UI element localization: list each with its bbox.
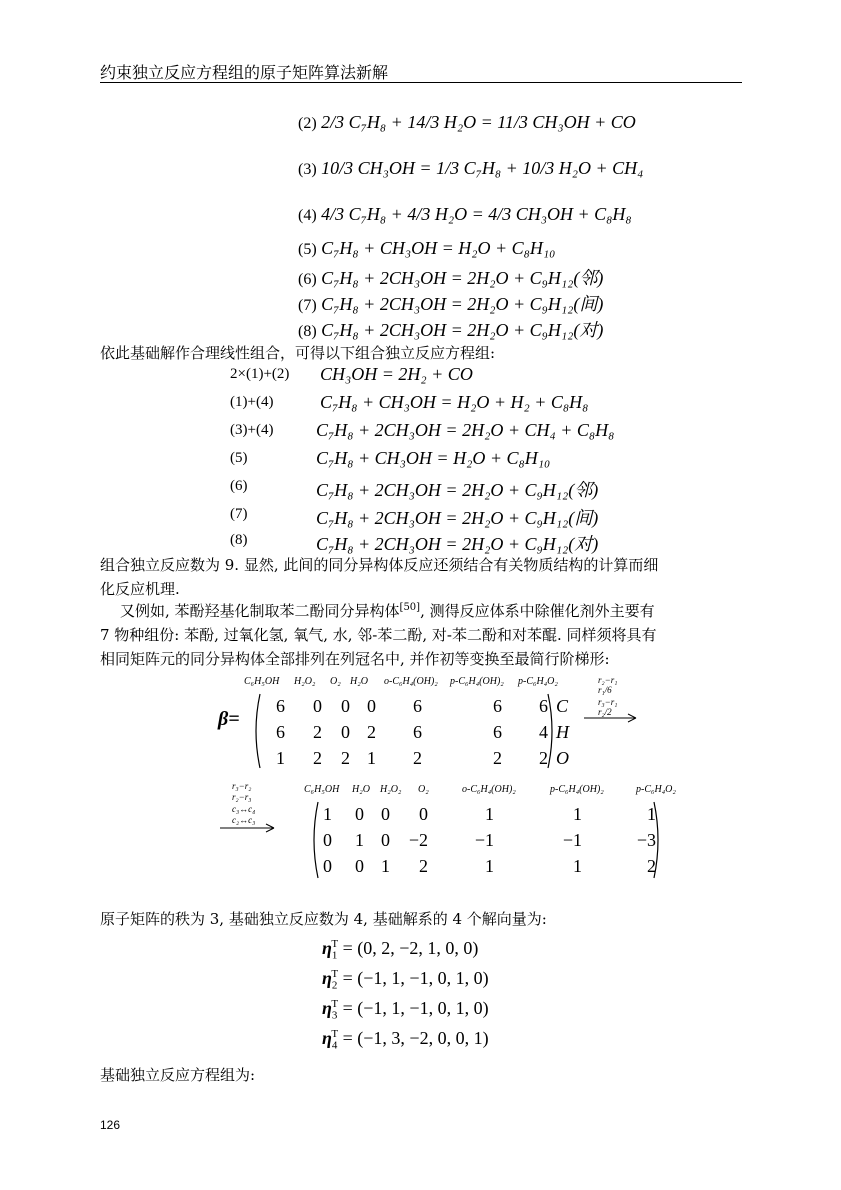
paragraph: 组合独立反应数为 9. 显然, 此间的同分异构体反应还须结合有关物质结构的计算而细 [100, 556, 659, 574]
solution-vector [322, 968, 489, 992]
matrix-cell: 6 [493, 722, 502, 742]
matrix-col-header: H₂O₂ [294, 676, 316, 687]
combo-equation: C₇H₈ + 2CH₃OH = 2H₂O + C₉H₁₂(对) [316, 534, 599, 554]
matrix-col-header: o-C₆H₄(OH)₂ [462, 784, 516, 795]
equation-row [298, 290, 603, 316]
combo-label: 2×(1)+(2) [230, 366, 290, 382]
matrix-col-header: C₆H₅OH [304, 784, 340, 795]
row-op: r₃−r₂ [232, 781, 252, 791]
matrix-cell: 6 [276, 722, 285, 742]
equation-number: (7) [298, 297, 317, 314]
matrix-cell: 6 [493, 696, 502, 716]
vector-transpose: T [331, 1028, 339, 1040]
matrix-cell: 1 [485, 804, 494, 824]
equation-text: 4/3 C₇H₈ + 4/3 H₂O = 4/3 CH₃OH + C₈H₈ [321, 204, 632, 224]
matrix-col-header: C₆H₅OH [244, 676, 280, 687]
transform-arrow [584, 712, 644, 724]
equation-row [298, 238, 555, 259]
matrix-cell: 2 [341, 748, 350, 768]
solution-vector [322, 938, 478, 962]
row-op: r₁/6 [598, 685, 612, 695]
combo-equation: CH₃OH = 2H₂ + CO [320, 364, 473, 384]
matrix-cell: 2 [367, 722, 376, 742]
matrix-cell: 0 [355, 856, 364, 876]
row-op: r₂−r₁ [598, 675, 618, 685]
matrix-col-header: p-C₆H₄O₂ [518, 676, 558, 687]
vector-value: = (−1, 1, −1, 0, 1, 0) [342, 998, 489, 1018]
matrix-cell: −3 [636, 830, 656, 850]
matrix-cell: 1 [485, 856, 494, 876]
vector-transpose: T [331, 938, 339, 950]
combo-label: (7) [230, 506, 248, 522]
matrix-cell: 6 [413, 696, 422, 716]
matrix-row-label: H [556, 722, 569, 742]
matrix-cell: 4 [539, 722, 548, 742]
matrix-cell: 2 [313, 748, 322, 768]
matrix-cell: −2 [408, 830, 428, 850]
row-op: c₂↔c₃ [232, 815, 256, 825]
matrix-cell: 1 [573, 804, 582, 824]
matrix-cell: 6 [539, 696, 548, 716]
matrix-cell: 1 [647, 804, 656, 824]
paragraph: 基础独立反应方程组为: [100, 1066, 256, 1084]
vector-symbol: η [322, 1028, 332, 1048]
equation-number: (6) [298, 271, 317, 288]
row-op: r₃−r₁ [598, 697, 618, 707]
combo-equation: C₇H₈ + 2CH₃OH = 2H₂O + CH₄ + C₈H₈ [316, 420, 615, 440]
paragraph-text: , 测得反应体系中除催化剂外主要有 [420, 602, 655, 620]
row-op: r₂−r₃ [232, 792, 252, 802]
vector-symbol: η [322, 938, 332, 958]
matrix-cell: 0 [367, 696, 376, 716]
equation-number: (2) [298, 115, 317, 132]
vector-index: 2 [331, 979, 338, 992]
equation-text: 2/3 C₇H₈ + 14/3 H₂O = 11/3 CH₃OH + CO [321, 112, 636, 132]
matrix-cell: 0 [341, 696, 350, 716]
matrix-col-header: H₂O₂ [380, 784, 402, 795]
vector-index: 1 [331, 949, 338, 962]
matrix-cell: 2 [493, 748, 502, 768]
matrix-name: β= [218, 708, 240, 730]
equation-text: C₇H₈ + 2CH₃OH = 2H₂O + C₉H₁₂(邻) [321, 268, 604, 288]
vector-transpose: T [331, 968, 339, 980]
row-op: r₂/2 [598, 707, 612, 717]
matrix-cell: 6 [276, 696, 285, 716]
combo-label: (1)+(4) [230, 394, 274, 410]
equation-text: 10/3 CH₃OH = 1/3 C₇H₈ + 10/3 H₂O + CH₄ [321, 158, 644, 178]
combo-equation: C₇H₈ + 2CH₃OH = 2H₂O + C₉H₁₂(邻) [316, 480, 599, 500]
combo-label: (8) [230, 532, 248, 548]
matrix-cell: 0 [419, 804, 428, 824]
solution-vector [322, 998, 489, 1022]
matrix-cell: 0 [323, 856, 332, 876]
equation-text: C₇H₈ + 2CH₃OH = 2H₂O + C₉H₁₂(对) [321, 320, 604, 340]
paragraph: 依此基础解作合理线性组合，可得以下组合独立反应方程组: [100, 344, 496, 362]
vector-symbol: η [322, 998, 332, 1018]
matrix-cell: 1 [276, 748, 285, 768]
matrix-col-header: o-C₆H₄(OH)₂ [384, 676, 438, 687]
matrix-cell: 1 [381, 856, 390, 876]
citation: [50] [399, 602, 421, 613]
matrix-cell: 0 [313, 696, 322, 716]
matrix-cell: 1 [355, 830, 364, 850]
combo-label: (6) [230, 478, 248, 494]
equation-number: (8) [298, 323, 317, 340]
matrix-cell: −1 [474, 830, 494, 850]
matrix-cell: 0 [381, 830, 390, 850]
combo-equation: C₇H₈ + 2CH₃OH = 2H₂O + C₉H₁₂(间) [316, 508, 599, 528]
combo-label: (5) [230, 450, 248, 466]
matrix-cell: 0 [381, 804, 390, 824]
equation-number: (5) [298, 241, 317, 258]
equation-row [298, 264, 603, 290]
row-op: c₃↔c₄ [232, 804, 256, 814]
equation-row [298, 316, 603, 342]
combo-equation: C₇H₈ + CH₃OH = H₂O + C₈H₁₀ [316, 448, 551, 468]
vector-symbol: η [322, 968, 332, 988]
paragraph: 相同矩阵元的同分异构体全部排列在列冠名中, 并作初等变换至最简行阶梯形: [100, 650, 610, 668]
matrix-cell: 2 [539, 748, 548, 768]
vector-value: = (−1, 1, −1, 0, 1, 0) [342, 968, 489, 988]
matrix-col-header: O₂ [330, 676, 341, 687]
equation-text: C₇H₈ + 2CH₃OH = 2H₂O + C₉H₁₂(间) [321, 294, 604, 314]
equation-row [298, 112, 636, 133]
matrix-cell: 2 [413, 748, 422, 768]
matrix-cell: 6 [413, 722, 422, 742]
page-number: 126 [100, 1118, 121, 1132]
matrix-col-header: H₂O [352, 784, 370, 795]
paragraph: 7 物种组份: 苯酚, 过氧化氢, 氧气, 水, 邻-苯二酚, 对-苯二酚和对苯醌. 同样须将具有 [100, 626, 657, 644]
combo-equation: C₇H₈ + CH₃OH = H₂O + H₂ + C₈H₈ [320, 392, 589, 412]
equation-number: (3) [298, 161, 317, 178]
paragraph: 化反应机理. [100, 580, 180, 598]
matrix-col-header: H₂O [350, 676, 368, 687]
matrix-col-header: O₂ [418, 784, 429, 795]
matrix-cell: 1 [573, 856, 582, 876]
transform-arrow [220, 822, 282, 834]
vector-index: 3 [331, 1009, 338, 1022]
paragraph: 原子矩阵的秩为 3, 基础独立反应数为 4, 基础解系的 4 个解向量为: [100, 910, 547, 928]
equation-row [298, 158, 643, 179]
matrix-row-label: O [556, 748, 569, 768]
matrix-cell: 2 [647, 856, 656, 876]
matrix-col-header: p-C₆H₄(OH)₂ [550, 784, 604, 795]
solution-vector [322, 1028, 489, 1052]
matrix-cell: −1 [562, 830, 582, 850]
vector-value: = (−1, 3, −2, 0, 0, 1) [342, 1028, 489, 1048]
matrix-cell: 0 [323, 830, 332, 850]
paragraph-text: 又例如, 苯酚羟基化制取苯二酚同分异构体 [120, 602, 400, 620]
matrix-cell: 0 [355, 804, 364, 824]
matrix-cell: 2 [313, 722, 322, 742]
matrix-cell: 0 [341, 722, 350, 742]
vector-transpose: T [331, 998, 339, 1010]
running-header: 约束独立反应方程组的原子矩阵算法新解 [100, 63, 389, 82]
equation-row [298, 204, 632, 225]
header-rule [100, 82, 742, 83]
vector-index: 4 [331, 1039, 338, 1052]
combo-label: (3)+(4) [230, 422, 274, 438]
matrix-row-label: C [556, 696, 569, 716]
matrix-col-header: p-C₆H₄O₂ [636, 784, 676, 795]
equation-number: (4) [298, 207, 317, 224]
matrix-cell: 2 [419, 856, 428, 876]
equation-text: C₇H₈ + CH₃OH = H₂O + C₈H₁₀ [321, 238, 556, 258]
matrix-col-header: p-C₆H₄(OH)₂ [450, 676, 504, 687]
matrix-cell: 1 [323, 804, 332, 824]
matrix-cell: 1 [367, 748, 376, 768]
paragraph [120, 600, 655, 621]
vector-value: = (0, 2, −2, 1, 0, 0) [342, 938, 479, 958]
